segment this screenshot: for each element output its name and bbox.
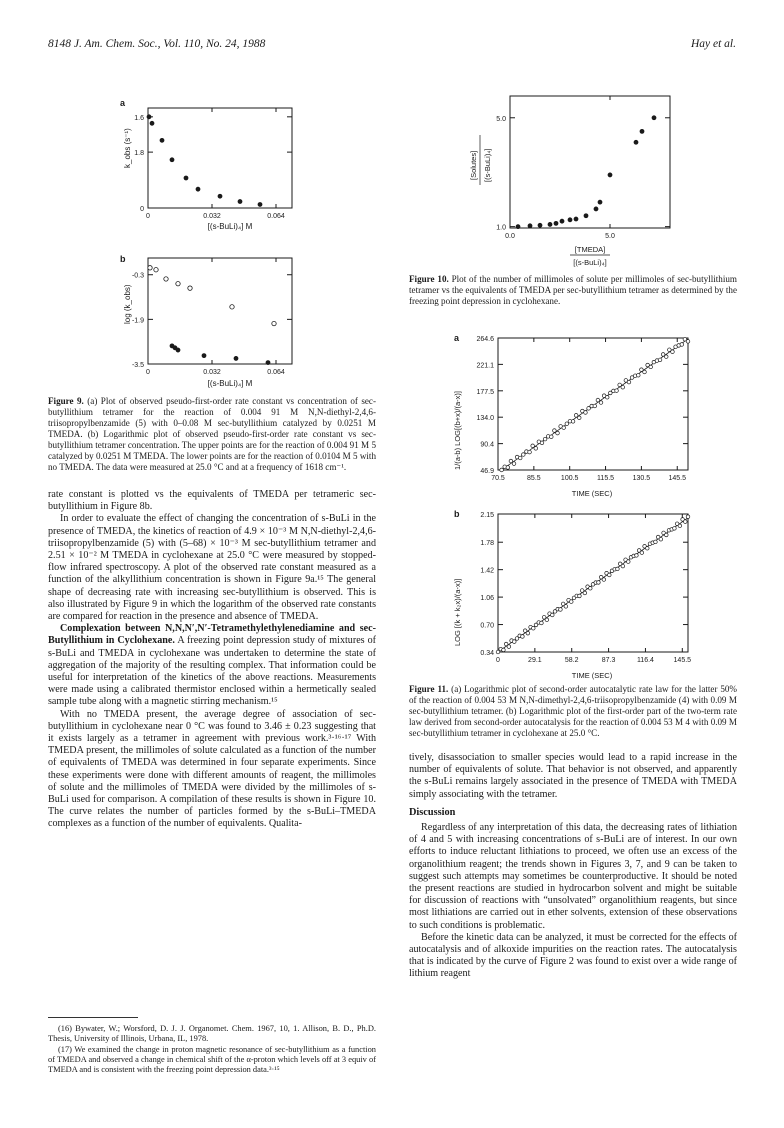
panel-label: b: [454, 509, 460, 519]
x-tick-label: 70.5: [491, 475, 505, 482]
data-point: [549, 435, 553, 439]
caption-text: Plot of the number of millimoles of solute per millimoles of sec-butyllithium tetramer vs the equivalents of TMEDA per sec-butyllithium tetramer as determined by the freezing point depression in cyclohexane.: [409, 274, 737, 306]
section-run-in-heading: Complexation between N,N,N′,N′-Tetramethylethylenediamine and sec-Butyllithium in Cyclohexane.: [48, 623, 376, 647]
data-point: [512, 640, 516, 644]
data-point: [634, 140, 638, 144]
data-point: [500, 468, 504, 472]
data-point: [560, 219, 564, 223]
data-point: [640, 551, 644, 555]
paragraph: Regardless of any interpretation of this data, the decreasing rates of lithiation of 4 and 5 with increasing concentrations of s-BuLi are of interest. In our own efforts to induce reluctant lithiations to proceed, we often use an excess of the organolithium reagent; the trends shown in Figures 3, 7, and 9 can be taken to suggest such attempts may sometimes be counterproductive. It should be noted the present reactions are studied in hydrocarbon solvent and might be suitable for discussion of reactions with “unsolvated” organolithium reagents, but since most lithiations are carried out in ether solvents, extension of these observations to such conditions is problematic.: [409, 822, 737, 931]
x-tick-label: 115.5: [597, 475, 615, 482]
data-point: [564, 605, 568, 609]
x-tick-label: 85.5: [527, 475, 541, 482]
x-tick-label: 0: [146, 369, 150, 376]
data-point: [196, 187, 200, 191]
data-point: [202, 354, 206, 358]
data-point: [526, 631, 530, 635]
data-point: [574, 217, 578, 221]
data-point: [584, 411, 588, 415]
data-point: [176, 348, 180, 352]
section-heading: Discussion: [409, 806, 456, 818]
x-tick-label: 0.032: [203, 213, 221, 220]
data-point: [545, 618, 549, 622]
x-tick-label: 100.5: [560, 475, 579, 482]
data-point: [616, 567, 620, 571]
y-tick-label: 90.4: [480, 441, 494, 449]
data-point: [543, 437, 547, 441]
data-point: [571, 420, 575, 424]
figure-9a-chart: [110, 96, 310, 236]
running-header-right: Hay et al.: [690, 38, 736, 50]
x-tick-label: 0: [146, 213, 150, 220]
data-point: [176, 281, 180, 285]
data-point: [605, 395, 609, 399]
data-point: [659, 537, 663, 541]
data-point: [531, 626, 535, 630]
y-axis-label: k_obs (s⁻¹): [123, 128, 132, 168]
data-point: [645, 546, 649, 550]
y-axis-label: LOG [(k + k₂x)/(a-x)]: [453, 578, 462, 646]
data-point: [607, 573, 611, 577]
data-point: [272, 321, 276, 325]
data-point: [540, 621, 544, 625]
data-point: [594, 207, 598, 211]
data-point: [562, 426, 566, 430]
data-point: [188, 286, 192, 290]
y-tick-label: 0.34: [480, 650, 494, 657]
data-point: [509, 459, 513, 463]
data-point: [615, 389, 619, 393]
x-tick-label: 116.4: [636, 657, 654, 664]
y-tick-label: -3.5: [131, 362, 144, 369]
data-point: [618, 383, 622, 387]
data-point: [654, 540, 658, 544]
data-point: [534, 447, 538, 451]
data-point: [680, 343, 684, 347]
y-axis-label-top: [Solutes]: [469, 150, 478, 180]
data-point: [565, 422, 569, 426]
y-tick-label: 1.6: [134, 114, 144, 122]
x-tick-label: 145.5: [668, 475, 687, 482]
caption-text: (a) Logarithmic plot of second-order autocatalytic rate law for the latter 50% of the reaction of 0.004 53 M N,N-dimethyl-2,4,6-triisopropylbenzamide (4) with 0.09 M sec-butyllithium tetramer. (b) Logarithmic plot of the first-order part of the two-term rate law derived from second-order autocatalysis for the reaction of 0.004 53 M 4 with 0.09 M sec-butyllithium tetramer in cyclohexane at 25.0 °C.: [409, 684, 738, 738]
data-point: [664, 355, 668, 359]
data-point: [553, 429, 557, 433]
data-point: [164, 277, 168, 281]
caption-text: (a) Plot of observed pseudo-first-order rate constant vs concentration of sec-butyllithium tetramer for the reaction of 0.004 91 M N,N-diethyl-2,4,6-triisopropylbenzamide (5) with 0–0.08 M sec-butyllithium catalyzed by 0.0251 M TMEDA. (b) Logarithmic plot of observed pseudo-first-order rate constant vs sec-butyllithium tetramer concentration. The upper points are for the reaction of 0.004 91 M 5 catalyzed by 0.0251 M TMEDA. The lower points are for the reaction of 0.0104 M 5 with no TMEDA. The data were measured at 25.0 °C and at a frequency of 1618 cm⁻¹.: [48, 396, 376, 472]
data-point: [627, 380, 631, 384]
y-tick-label: 1.06: [480, 595, 494, 603]
data-point: [588, 586, 592, 590]
figure-9b-chart: [110, 252, 310, 392]
data-point: [218, 194, 222, 198]
data-point: [626, 560, 630, 564]
data-point: [522, 453, 526, 457]
x-tick-label: 29.1: [528, 657, 542, 664]
y-axis-label: log (k_obs): [123, 284, 132, 324]
footnote-17: (17) We examined the change in proton magnetic resonance of sec-butyllithium as a function of TMEDA and observed a change in chemical shift of the α-proton which levels off at 3 equiv of TMEDA and is consistent with the freezing point depression data.³·¹⁵: [48, 1045, 376, 1074]
data-point: [678, 524, 682, 528]
figure-11b-chart: [452, 506, 702, 680]
data-point: [598, 200, 602, 204]
data-point: [521, 635, 525, 639]
figure-11-caption: [409, 684, 737, 739]
data-point: [596, 398, 600, 402]
caption-label: Figure 9.: [48, 396, 84, 406]
data-point: [550, 613, 554, 617]
data-point: [258, 202, 262, 206]
x-tick-label: 145.5: [673, 657, 692, 664]
paragraph: With no TMEDA present, the average degree of association of sec-butyllithium in cyclohexane near 0 °C was found to 3.46 ± 0.23 suggesting that it exists largely as a tetramer in agreement with previous work.³·¹⁶·¹⁷ With TMEDA present, the millimoles of solute calculated as a function of the number of equivalents of TMEDA was determined in four separate experiments. Since these experiments were done with different amounts of reagent, the millimoles of solute and the millimoles of TMEDA were divided by the millimoles of s-BuLi used for comparison. A compilation of these results is shown in Figure 10. The curve relates the number of particles formed by the s-BuLi–TMEDA complexes as a function of the number of equivalents. Qualita-: [48, 708, 376, 830]
data-point: [516, 225, 520, 229]
data-point: [512, 462, 516, 466]
panel-label: a: [120, 98, 126, 108]
data-point: [643, 370, 647, 374]
data-point: [238, 200, 242, 204]
data-point: [686, 340, 690, 344]
data-point: [635, 554, 639, 558]
data-point: [266, 361, 270, 365]
x-tick-label: 0.0: [505, 233, 515, 240]
caption-label: Figure 11.: [409, 684, 449, 694]
data-point: [150, 121, 154, 125]
x-tick-label: 5.0: [605, 233, 615, 240]
data-point: [658, 358, 662, 362]
data-point: [154, 268, 158, 272]
data-point: [636, 373, 640, 377]
y-tick-label: 134.0: [476, 415, 494, 423]
data-point: [540, 441, 544, 445]
data-point: [496, 650, 500, 654]
data-point: [649, 365, 653, 369]
figure-11a: [452, 330, 702, 500]
y-tick-label: 0.70: [480, 622, 494, 630]
paragraph: In order to evaluate the effect of changing the concentration of s-BuLi in the presence of TMEDA, the kinetics of reaction of 4.9 × 10⁻³ M N,N-diethyl-2,4,6-triisopropylbenzamide (5) with (5–68) × 10⁻³ M sec-butyllithium tetramer and 2.51 × 10⁻² M TMEDA in cyclohexane at 25.0 °C were measured by stopped-flow infrared spectroscopy. A plot of the observed rate constant measured as a function of the alkyllithium concentration is shown in Figure 9a.¹⁵ The general shape of decreasing rate with increasing sec-butyllithium is observed. This is also illustrated by Figure 9 in which the logarithm of the observed rate constants are compared for reaction in the presence and absence of TMEDA.: [48, 513, 376, 623]
data-point: [640, 129, 644, 133]
data-point: [230, 305, 234, 309]
data-point: [234, 356, 238, 360]
y-axis-label-bottom: [(s-BuLi)₄]: [483, 148, 492, 182]
figure-9b: [110, 252, 310, 392]
x-axis-label: TIME (SEC): [571, 671, 613, 680]
data-point: [528, 450, 532, 454]
x-axis-label: TIME (SEC): [571, 489, 613, 498]
data-point: [502, 648, 506, 652]
data-point: [593, 404, 597, 408]
y-axis-label: 1/(a-b) LOG[(b+x)/(a-x)]: [453, 391, 462, 470]
data-point: [568, 218, 572, 222]
data-point: [170, 158, 174, 162]
left-column: [48, 489, 376, 831]
x-tick-label: 58.2: [564, 657, 579, 664]
y-tick-label: 1.42: [480, 567, 494, 575]
x-tick-label: 0.064: [267, 213, 285, 220]
data-point: [556, 431, 560, 435]
running-header-left: 8148 J. Am. Chem. Soc., Vol. 110, No. 24, 1988: [48, 38, 266, 50]
data-point: [621, 385, 625, 389]
footnote-16: (16) Bywater, W.; Worsford, D. J. J. Organomet. Chem. 1967, 10, 1. Allison, B. D., Ph.D. Thesis, University of Illinois, Urbana, IL, 1978.: [48, 1024, 376, 1043]
data-point: [597, 581, 601, 585]
figure-10-caption: [409, 274, 737, 307]
x-axis-label-top: [TMEDA]: [574, 245, 606, 254]
data-point: [148, 266, 152, 270]
data-point: [686, 515, 690, 519]
y-tick-label: 264.6: [476, 336, 494, 343]
data-point: [160, 138, 164, 142]
figure-9a: [110, 96, 310, 236]
data-point: [559, 608, 563, 612]
data-point: [652, 116, 656, 120]
x-tick-label: 87.3: [601, 657, 616, 664]
y-tick-label: -1.9: [131, 317, 144, 325]
data-point: [147, 115, 151, 119]
data-point: [621, 564, 625, 568]
x-tick-label: 0.032: [203, 369, 221, 376]
paragraph: Before the kinetic data can be analyzed, it must be corrected for the effects of autocatalysis and of alkoxide impurities on the reaction rates. The autocatalysis that is indicated by the curve of Figure 2 was found to exist over a wide range of lithium reagent: [409, 931, 737, 980]
y-tick-label: 1.78: [480, 540, 494, 548]
figure-9-caption: [48, 396, 376, 473]
figure-11b: [452, 506, 702, 680]
y-tick-label: -0.3: [131, 272, 144, 280]
footnotes: [48, 1024, 376, 1076]
data-point: [531, 444, 535, 448]
data-point: [673, 527, 677, 531]
data-point: [577, 416, 581, 420]
y-tick-label: 0: [140, 206, 144, 213]
x-tick-label: 0.064: [267, 369, 285, 376]
data-point: [538, 223, 542, 227]
data-point: [574, 414, 578, 418]
x-axis-label: [(s-BuLi)₄] M: [207, 222, 253, 231]
y-tick-label: 177.5: [476, 388, 494, 396]
y-tick-label: 1.0: [496, 224, 506, 232]
data-point: [664, 533, 668, 537]
y-tick-label: 46.9: [480, 468, 494, 475]
data-point: [569, 600, 573, 604]
data-point: [554, 221, 558, 225]
panel-label: a: [454, 333, 460, 343]
data-point: [683, 520, 687, 524]
data-point: [584, 214, 588, 218]
data-point: [507, 645, 511, 649]
data-point: [548, 222, 552, 226]
data-point: [184, 176, 188, 180]
data-point: [578, 594, 582, 598]
right-column: [409, 752, 737, 981]
figure-10-chart: [470, 90, 690, 270]
paragraph: tively, disassociation to smaller species would lead to a rapid increase in the number of equivalents of solute. That behavior is not observed, and apparently the s-BuLi remains largely associated in the presence of TMEDA with TMEDA simply associating with the tetramer.: [409, 752, 737, 800]
figure-10: [470, 90, 690, 270]
paragraph: rate constant is plotted vs the equivalents of TMEDA per tetrameric sec-butyllithium in Figure 8b.: [48, 489, 376, 513]
data-point: [599, 401, 603, 405]
panel-label: b: [120, 254, 126, 264]
data-point: [506, 466, 510, 470]
figure-11a-chart: [452, 330, 702, 500]
y-tick-label: 1.8: [134, 150, 144, 158]
x-axis-label: [(s-BuLi)₄] M: [207, 379, 253, 388]
data-point: [671, 350, 675, 354]
paragraph: Complexation between N,N,N′,N′-Tetramethylethylenediamine and sec-Butyllithium in Cyclohexane. A freezing point depression study of mixtures of s-BuLi and TMEDA in cyclohexane was undertaken to determine the state of aggregation of the majority of the resulting complex. That information could be useful for interpretation of the kinetics of the above reactions. Measurements were made using a calibrated thermistor enclosed within a hermetically sealed sample tube along with a magnetic stirring mechanism.¹⁵: [48, 623, 377, 708]
x-axis-label-bottom: [(s-BuLi)₄]: [573, 258, 607, 267]
data-point: [602, 578, 606, 582]
footnote-rule: [48, 1017, 138, 1018]
y-tick-label: 221.1: [476, 362, 494, 370]
data-point: [528, 224, 532, 228]
y-tick-label: 2.15: [480, 512, 494, 519]
y-tick-label: 5.0: [496, 115, 506, 123]
data-point: [583, 591, 587, 595]
x-tick-label: 130.5: [632, 475, 651, 482]
data-point: [518, 456, 522, 460]
data-point: [608, 173, 612, 177]
caption-label: Figure 10.: [409, 274, 449, 284]
x-tick-label: 0: [496, 657, 500, 664]
